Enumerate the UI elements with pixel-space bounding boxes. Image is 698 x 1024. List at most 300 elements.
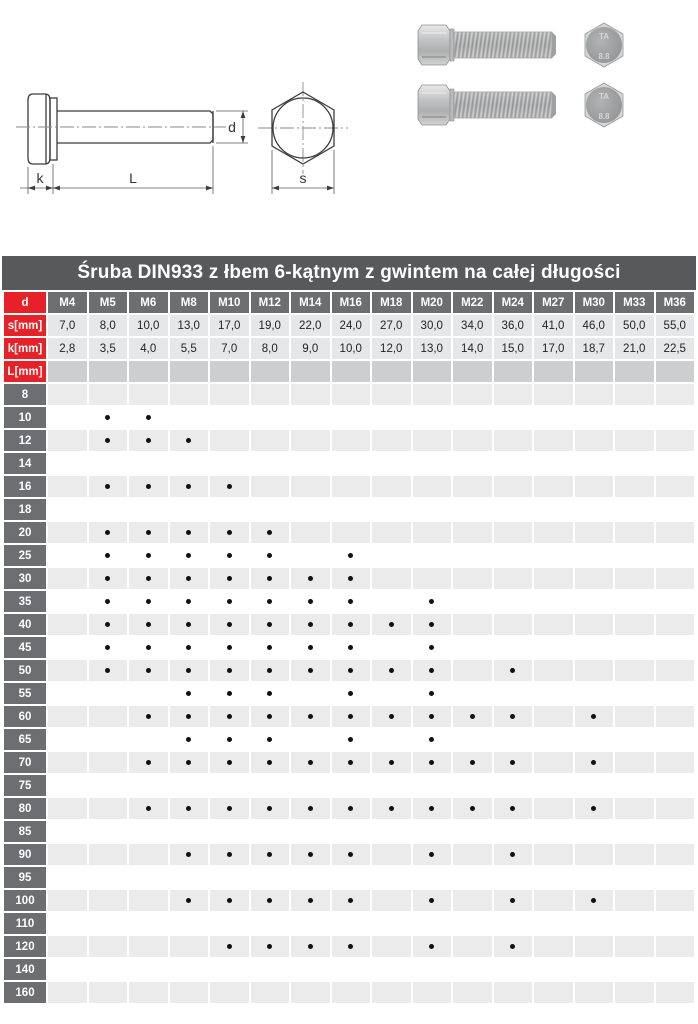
cell-60-M8 [170,706,209,727]
l-header-cell-M6 [129,361,168,382]
cell-65-M27 [534,729,573,750]
availability-dot [429,714,434,719]
cell-140-M12 [251,959,290,980]
cell-35-M33 [615,591,654,612]
cell-30-M16 [332,568,371,589]
col-header-M27: M27 [534,292,573,313]
cell-160-M36 [656,982,695,1003]
cell-95-M30 [575,867,614,888]
cell-14-M6 [129,453,168,474]
cell-110-M12 [251,913,290,934]
cell-65-M10 [210,729,249,750]
cell-50-M30 [575,660,614,681]
row-label-70: 70 [4,752,46,773]
cell-55-M14 [291,683,330,704]
l-header-cell-M8 [170,361,209,382]
cell-80-M10 [210,798,249,819]
cell-8-M12 [251,384,290,405]
availability-dot [227,691,232,696]
availability-dot [348,576,353,581]
availability-dot [105,553,110,558]
bolt-photo-side-1 [418,25,556,65]
cell-90-M16 [332,844,371,865]
cell-10-M36 [656,407,695,428]
availability-dot [227,760,232,765]
cell-85-M36 [656,821,695,842]
col-header-M5: M5 [89,292,128,313]
l-header-cell-M22 [453,361,492,382]
cell-25-M5 [89,545,128,566]
cell-120-M27 [534,936,573,957]
cell-16-M6 [129,476,168,497]
cell-60-M33 [615,706,654,727]
cell-60-M14 [291,706,330,727]
cell-110-M14 [291,913,330,934]
dim-label-d: d [228,119,236,135]
s-row-value-M36: 55,0 [656,315,695,336]
cell-95-M20 [413,867,452,888]
cell-45-M20 [413,637,452,658]
cell-65-M12 [251,729,290,750]
cell-75-M10 [210,775,249,796]
length-row-75 [4,775,694,796]
cell-12-M10 [210,430,249,451]
cell-35-M24 [494,591,533,612]
cell-14-M4 [48,453,87,474]
cell-65-M30 [575,729,614,750]
cell-20-M30 [575,522,614,543]
cell-75-M33 [615,775,654,796]
cell-95-M33 [615,867,654,888]
s-row-value-M12: 19,0 [251,315,290,336]
cell-85-M6 [129,821,168,842]
cell-60-M5 [89,706,128,727]
cell-160-M16 [332,982,371,1003]
cell-85-M12 [251,821,290,842]
cell-90-M6 [129,844,168,865]
cell-70-M5 [89,752,128,773]
cell-70-M4 [48,752,87,773]
cell-18-M14 [291,499,330,520]
cell-90-M4 [48,844,87,865]
cell-12-M36 [656,430,695,451]
cell-90-M30 [575,844,614,865]
availability-dot [348,852,353,857]
cell-30-M18 [372,568,411,589]
cell-30-M6 [129,568,168,589]
availability-dot [146,415,151,420]
cell-140-M36 [656,959,695,980]
availability-dot [267,806,272,811]
cell-80-M4 [48,798,87,819]
availability-dot [510,668,515,673]
cell-160-M12 [251,982,290,1003]
cell-35-M16 [332,591,371,612]
k-row-value-M30: 18,7 [575,338,614,359]
cell-160-M30 [575,982,614,1003]
cell-10-M18 [372,407,411,428]
cell-16-M16 [332,476,371,497]
dimension-lines [20,111,334,194]
row-label-35: 35 [4,591,46,612]
availability-dot [227,668,232,673]
cell-16-M18 [372,476,411,497]
cell-45-M30 [575,637,614,658]
cell-140-M10 [210,959,249,980]
cell-80-M5 [89,798,128,819]
cell-45-M10 [210,637,249,658]
availability-dot [308,622,313,627]
availability-dot [146,760,151,765]
cell-80-M6 [129,798,168,819]
bolt-photos [400,8,698,143]
cell-10-M30 [575,407,614,428]
cell-40-M27 [534,614,573,635]
availability-dot [186,668,191,673]
availability-dot [429,645,434,650]
availability-dot [146,530,151,535]
cell-18-M24 [494,499,533,520]
k-row-value-M4: 2,8 [48,338,87,359]
cell-70-M16 [332,752,371,773]
cell-40-M36 [656,614,695,635]
availability-dot [389,714,394,719]
cell-45-M12 [251,637,290,658]
availability-dot [591,760,596,765]
availability-dot [267,622,272,627]
cell-25-M14 [291,545,330,566]
row-label-90: 90 [4,844,46,865]
cell-100-M20 [413,890,452,911]
row-label-85: 85 [4,821,46,842]
cell-60-M20 [413,706,452,727]
cell-160-M22 [453,982,492,1003]
availability-dot [348,668,353,673]
s-row-value-M27: 41,0 [534,315,573,336]
row-label-12: 12 [4,430,46,451]
row-label-16: 16 [4,476,46,497]
k-row-value-M20: 13,0 [413,338,452,359]
length-row-8 [4,384,694,405]
length-row-25 [4,545,694,566]
cell-18-M30 [575,499,614,520]
cell-35-M4 [48,591,87,612]
cell-75-M18 [372,775,411,796]
cell-55-M27 [534,683,573,704]
cell-95-M6 [129,867,168,888]
cell-14-M20 [413,453,452,474]
s-row-value-M24: 36,0 [494,315,533,336]
cell-140-M24 [494,959,533,980]
cell-18-M10 [210,499,249,520]
cell-55-M12 [251,683,290,704]
cell-18-M36 [656,499,695,520]
availability-dot [470,760,475,765]
cell-35-M20 [413,591,452,612]
cell-40-M24 [494,614,533,635]
cell-14-M16 [332,453,371,474]
cell-55-M18 [372,683,411,704]
cell-10-M16 [332,407,371,428]
cell-30-M10 [210,568,249,589]
bolt-photo-head-1 [585,23,623,67]
row-label-75: 75 [4,775,46,796]
cell-70-M33 [615,752,654,773]
cell-110-M33 [615,913,654,934]
availability-dot [146,599,151,604]
k-row-value-M18: 12,0 [372,338,411,359]
row-label-120: 120 [4,936,46,957]
cell-20-M33 [615,522,654,543]
cell-20-M8 [170,522,209,543]
availability-dot [510,760,515,765]
cell-10-M27 [534,407,573,428]
cell-30-M36 [656,568,695,589]
availability-dot [348,760,353,765]
availability-dot [348,622,353,627]
cell-40-M22 [453,614,492,635]
cell-30-M30 [575,568,614,589]
cell-140-M4 [48,959,87,980]
cell-18-M6 [129,499,168,520]
row-label-50: 50 [4,660,46,681]
cell-160-M14 [291,982,330,1003]
cell-20-M10 [210,522,249,543]
availability-dot [186,645,191,650]
cell-110-M30 [575,913,614,934]
cell-55-M8 [170,683,209,704]
l-header-cell-M12 [251,361,290,382]
cell-25-M16 [332,545,371,566]
cell-120-M5 [89,936,128,957]
cell-95-M36 [656,867,695,888]
cell-75-M12 [251,775,290,796]
availability-dot [429,898,434,903]
cell-110-M20 [413,913,452,934]
cell-80-M14 [291,798,330,819]
cell-16-M8 [170,476,209,497]
availability-dot [186,691,191,696]
cell-100-M30 [575,890,614,911]
availability-dot [267,599,272,604]
availability-dot [591,806,596,811]
availability-dot [105,645,110,650]
cell-25-M36 [656,545,695,566]
l-header-cell-M30 [575,361,614,382]
l-header-cell-M14 [291,361,330,382]
cell-16-M20 [413,476,452,497]
s-row-value-M10: 17,0 [210,315,249,336]
cell-8-M33 [615,384,654,405]
cell-16-M30 [575,476,614,497]
col-header-M33: M33 [615,292,654,313]
l-header-cell-M10 [210,361,249,382]
cell-90-M8 [170,844,209,865]
cell-140-M33 [615,959,654,980]
cell-14-M18 [372,453,411,474]
cell-60-M16 [332,706,371,727]
cell-65-M33 [615,729,654,750]
availability-dot [308,576,313,581]
cell-95-M8 [170,867,209,888]
cell-10-M8 [170,407,209,428]
k-row-value-M33: 21,0 [615,338,654,359]
cell-35-M8 [170,591,209,612]
cell-14-M36 [656,453,695,474]
cell-10-M22 [453,407,492,428]
row-label-18: 18 [4,499,46,520]
cell-100-M24 [494,890,533,911]
length-row-70 [4,752,694,773]
cell-12-M33 [615,430,654,451]
cell-14-M8 [170,453,209,474]
cell-50-M12 [251,660,290,681]
availability-dot [105,415,110,420]
cell-85-M8 [170,821,209,842]
cell-16-M24 [494,476,533,497]
availability-dot [267,691,272,696]
cell-45-M8 [170,637,209,658]
cell-25-M12 [251,545,290,566]
cell-120-M16 [332,936,371,957]
cell-75-M30 [575,775,614,796]
length-row-95 [4,867,694,888]
cell-14-M10 [210,453,249,474]
availability-dot [146,645,151,650]
length-row-55 [4,683,694,704]
cell-40-M8 [170,614,209,635]
cell-25-M6 [129,545,168,566]
size-header-row [4,292,694,313]
cell-160-M6 [129,982,168,1003]
cell-40-M16 [332,614,371,635]
cell-120-M30 [575,936,614,957]
availability-dot [227,898,232,903]
col-header-M8: M8 [170,292,209,313]
cell-12-M22 [453,430,492,451]
length-row-90 [4,844,694,865]
cell-45-M33 [615,637,654,658]
availability-dot [227,599,232,604]
availability-dot [267,645,272,650]
availability-dot [146,484,151,489]
cell-160-M20 [413,982,452,1003]
cell-85-M24 [494,821,533,842]
cell-110-M36 [656,913,695,934]
cell-55-M24 [494,683,533,704]
l-header-cell-M24 [494,361,533,382]
k-row-label: k[mm] [4,338,46,359]
cell-85-M16 [332,821,371,842]
l-header-cell-M36 [656,361,695,382]
cell-80-M30 [575,798,614,819]
cell-95-M22 [453,867,492,888]
cell-160-M27 [534,982,573,1003]
availability-dot [429,737,434,742]
availability-dot [429,944,434,949]
availability-dot [308,668,313,673]
cell-95-M4 [48,867,87,888]
cell-55-M6 [129,683,168,704]
cell-8-M10 [210,384,249,405]
cell-16-M12 [251,476,290,497]
cell-95-M14 [291,867,330,888]
availability-dot [105,530,110,535]
cell-50-M27 [534,660,573,681]
cell-110-M4 [48,913,87,934]
availability-dot [389,668,394,673]
cell-140-M18 [372,959,411,980]
cell-80-M16 [332,798,371,819]
cell-110-M18 [372,913,411,934]
availability-dot [227,553,232,558]
cell-12-M30 [575,430,614,451]
cell-80-M22 [453,798,492,819]
cell-100-M10 [210,890,249,911]
availability-dot [186,898,191,903]
cell-75-M27 [534,775,573,796]
cell-60-M6 [129,706,168,727]
cell-90-M24 [494,844,533,865]
cell-100-M6 [129,890,168,911]
cell-25-M24 [494,545,533,566]
row-label-40: 40 [4,614,46,635]
row-label-80: 80 [4,798,46,819]
availability-dot [591,714,596,719]
cell-65-M16 [332,729,371,750]
cell-50-M8 [170,660,209,681]
table-section [2,256,696,1005]
cell-12-M4 [48,430,87,451]
cell-65-M8 [170,729,209,750]
cell-90-M33 [615,844,654,865]
availability-dot [429,852,434,857]
cell-65-M6 [129,729,168,750]
availability-dot [186,737,191,742]
cell-70-M6 [129,752,168,773]
row-label-8: 8 [4,384,46,405]
availability-dot [267,714,272,719]
length-row-100 [4,890,694,911]
k-row-value-M14: 9,0 [291,338,330,359]
cell-40-M30 [575,614,614,635]
cell-8-M18 [372,384,411,405]
col-header-M36: M36 [656,292,695,313]
availability-dot [510,898,515,903]
availability-dot [348,599,353,604]
k-row-value-M36: 22,5 [656,338,695,359]
cell-140-M6 [129,959,168,980]
cell-50-M20 [413,660,452,681]
cell-140-M14 [291,959,330,980]
length-row-18 [4,499,694,520]
availability-dot [348,737,353,742]
cell-14-M5 [89,453,128,474]
cell-12-M20 [413,430,452,451]
cell-12-M18 [372,430,411,451]
head-marking-class-2: 8.8 [598,112,610,121]
availability-dot [186,714,191,719]
row-label-25: 25 [4,545,46,566]
row-label-110: 110 [4,913,46,934]
cell-65-M22 [453,729,492,750]
cell-16-M10 [210,476,249,497]
k-row-value-M5: 3,5 [89,338,128,359]
cell-120-M14 [291,936,330,957]
cell-100-M12 [251,890,290,911]
cell-55-M30 [575,683,614,704]
cell-70-M18 [372,752,411,773]
